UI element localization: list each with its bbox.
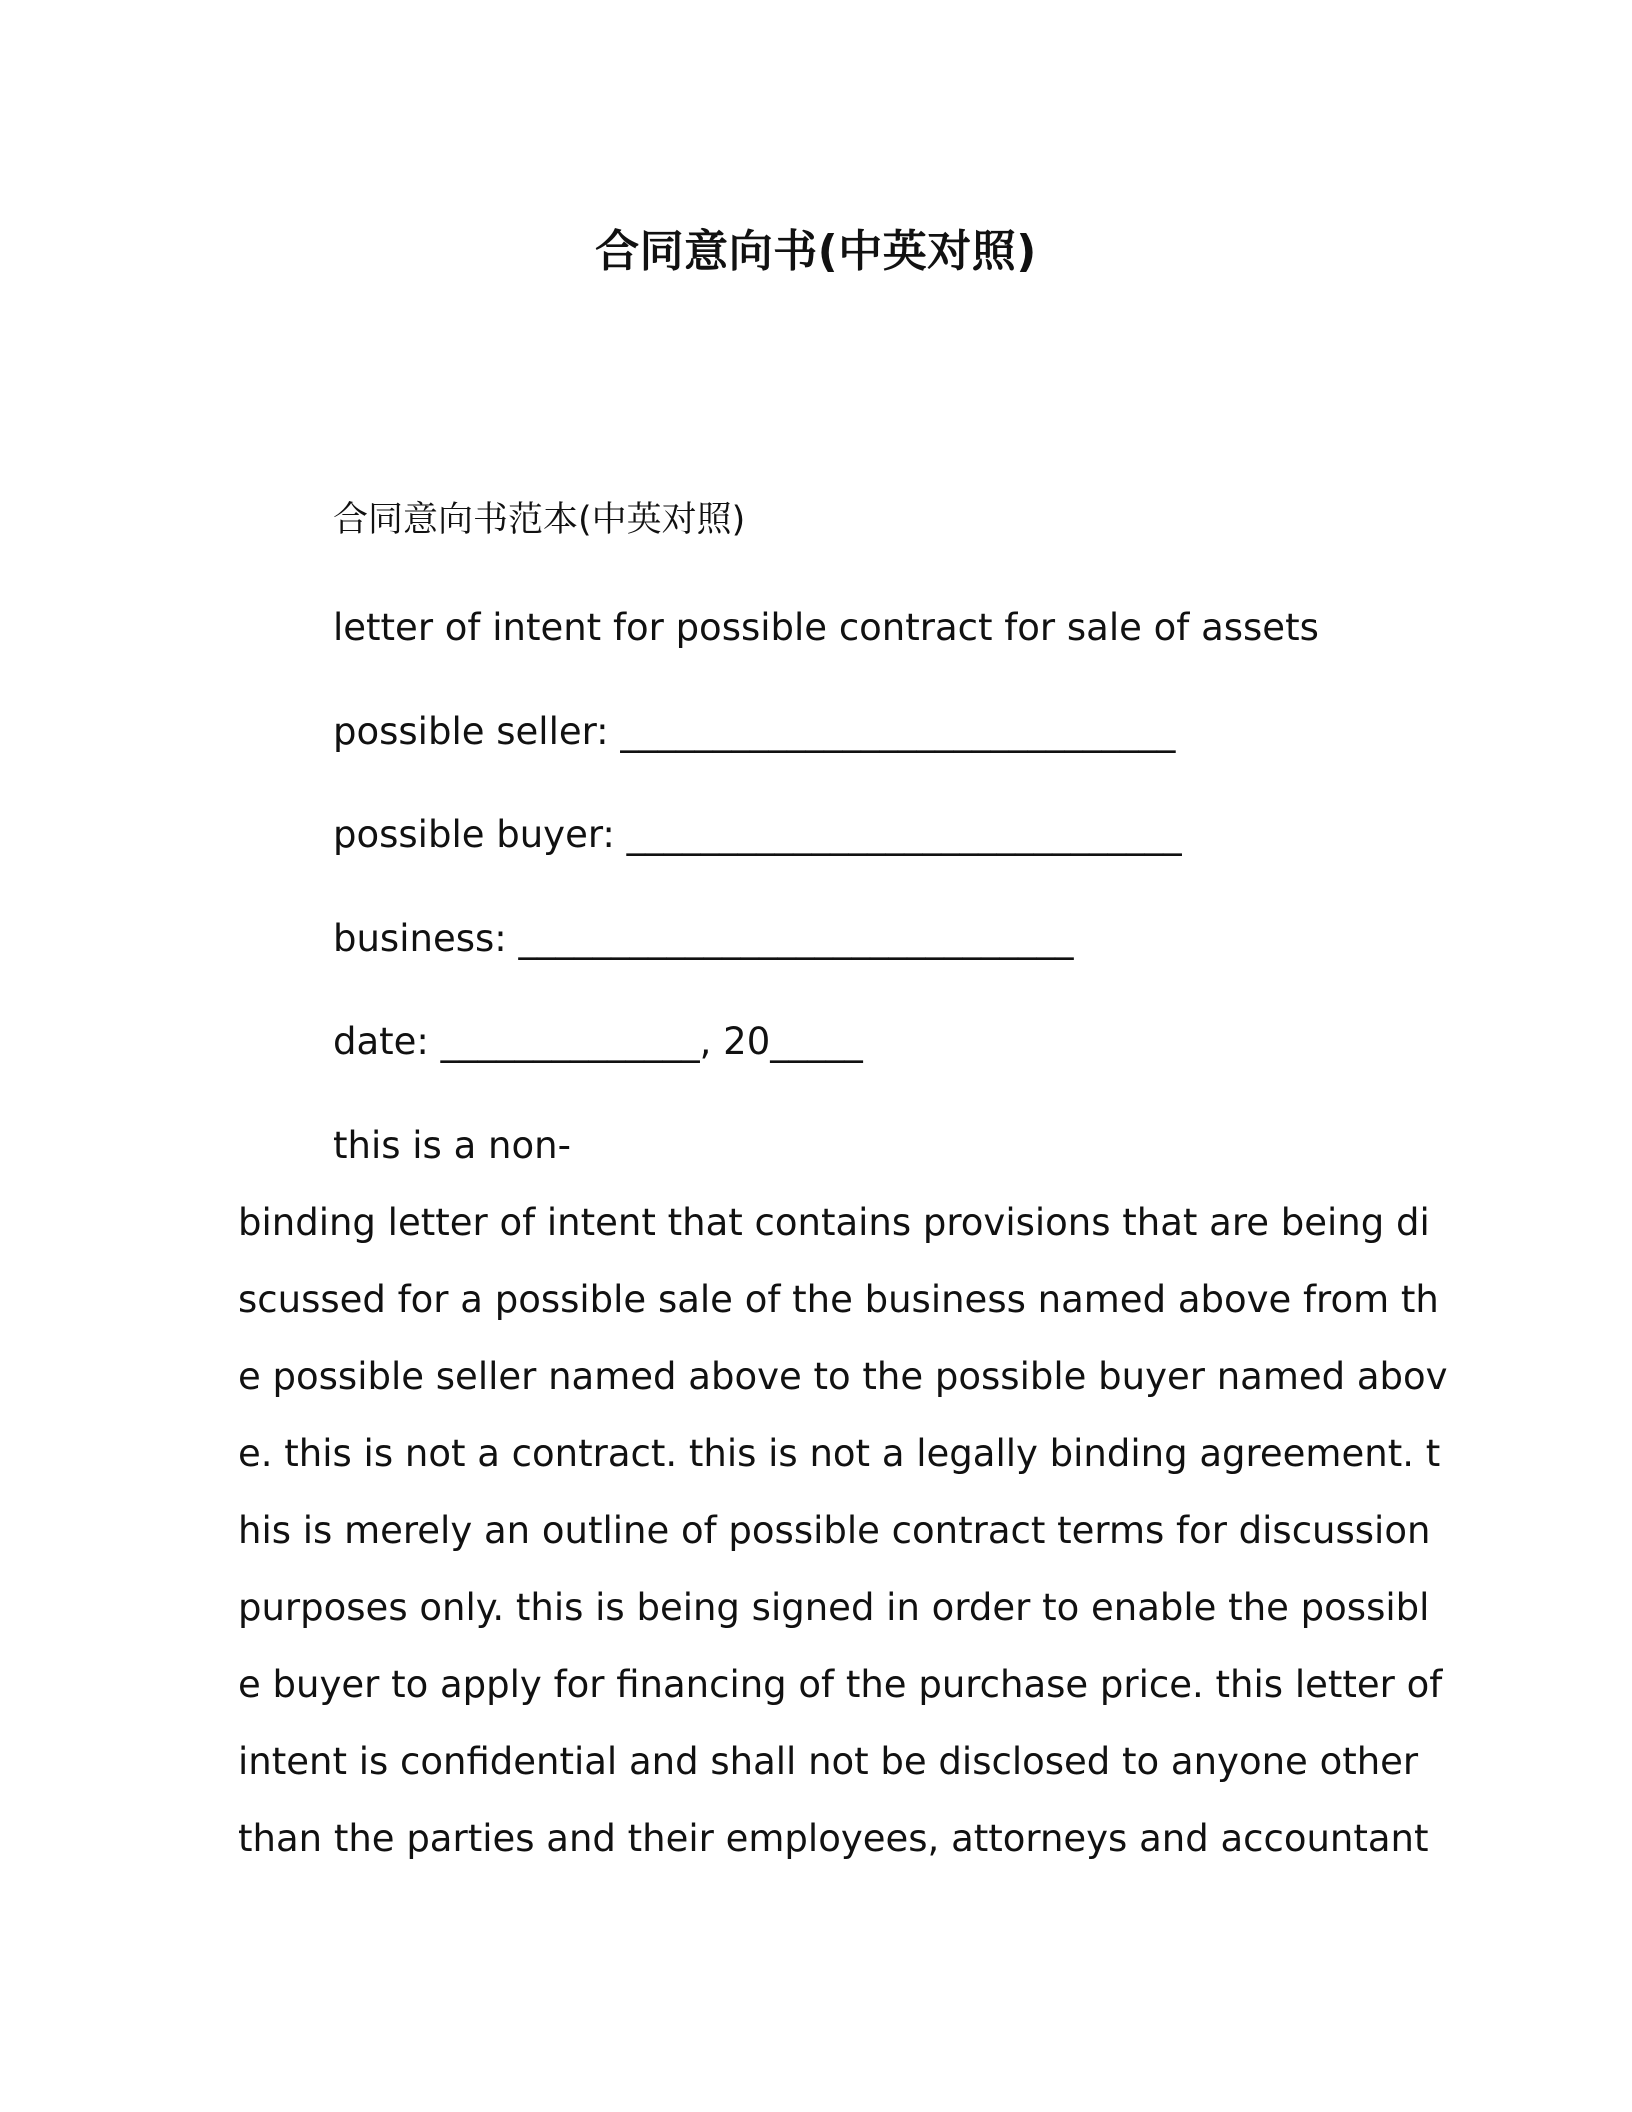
body-line: purposes only. this is being signed in order to enable the possibl: [238, 1586, 1430, 1629]
body-line: e. this is not a contract. this is not a legally binding agreement. t: [238, 1432, 1441, 1475]
letter-heading: letter of intent for possible contract for sale of assets: [333, 606, 1319, 649]
page-title: 合同意向书(中英对照): [595, 226, 1037, 277]
buyer-line: possible buyer: ______________________________: [333, 813, 1182, 856]
body-line: his is merely an outline of possible contract terms for discussion: [238, 1509, 1431, 1552]
date-line: date: ______________, 20_____: [333, 1020, 863, 1063]
body-line: scussed for a possible sale of the business named above from th: [238, 1278, 1439, 1321]
body-paragraph: [238, 1197, 1448, 1890]
body-line: e buyer to apply for financing of the purchase price. this letter of: [238, 1663, 1443, 1706]
seller-line: possible seller: ______________________________: [333, 710, 1176, 753]
body-line: intent is confidential and shall not be disclosed to anyone other: [238, 1740, 1419, 1783]
paragraph-first-line: this is a non-: [333, 1124, 571, 1167]
body-line: binding letter of intent that contains provisions that are being di: [238, 1201, 1430, 1244]
body-line: than the parties and their employees, attorneys and accountant: [238, 1817, 1429, 1860]
business-line: business: ______________________________: [333, 917, 1074, 960]
document-subtitle: 合同意向书范本(中英对照): [333, 500, 746, 540]
body-line: e possible seller named above to the possible buyer named abov: [238, 1355, 1448, 1398]
